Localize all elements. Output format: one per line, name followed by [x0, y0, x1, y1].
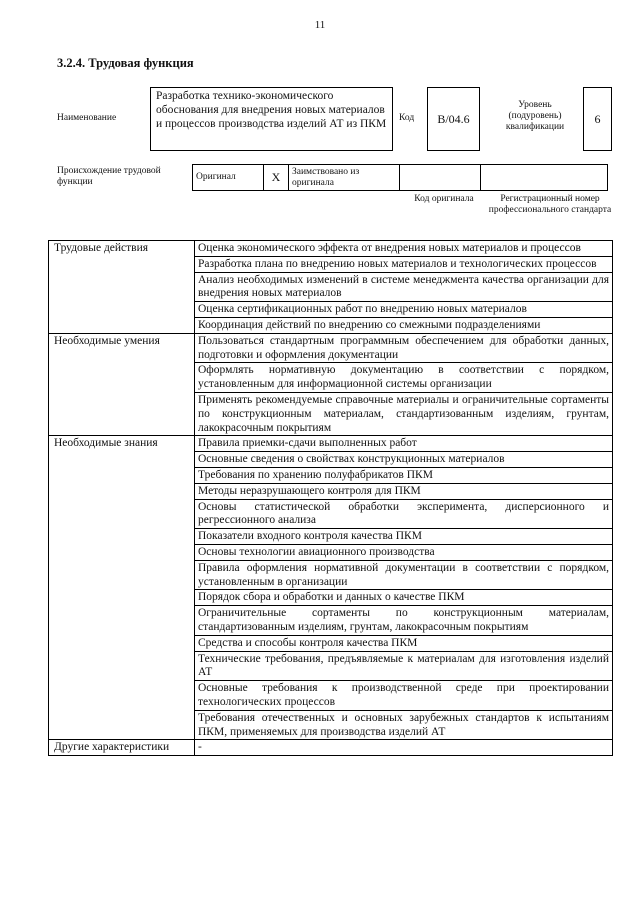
labor-function-table	[48, 240, 613, 756]
category-cell	[49, 436, 195, 740]
name-label: Наименование	[57, 113, 117, 123]
code-original-cell	[400, 165, 481, 191]
code-value: B/04.6	[437, 111, 470, 126]
table-row	[49, 241, 613, 257]
level-label: Уровень (подуровень) квалификации	[505, 100, 565, 132]
reg-number-cell	[481, 165, 608, 191]
level-value: 6	[594, 111, 601, 126]
item-cell: Основные сведения о свойствах конструкционных материалов	[195, 452, 613, 468]
item-cell: Показатели входного контроля качества ПКМ	[195, 529, 613, 545]
item-cell: -	[195, 740, 613, 756]
original-label: Оригинал	[196, 172, 236, 182]
category-label: Трудовые действия	[54, 242, 149, 254]
code-original-label: Код оригинала	[414, 194, 474, 204]
category-label: Необходимые знания	[54, 437, 158, 450]
item-cell: Пользоваться стандартным программным обеспечением для обработки данных, подготовки и оформления документации	[195, 333, 613, 363]
section-title: 3.2.4. Трудовая функция	[57, 56, 194, 70]
level-box	[583, 87, 612, 151]
original-mark-cell	[264, 165, 289, 191]
category-cell	[49, 740, 195, 756]
item-cell: Средства и способы контроля качества ПКМ	[195, 635, 613, 651]
table-row	[49, 333, 613, 363]
item-cell: Требования отечественных и основных зарубежных стандартов к испытаниям ПКМ, применяемых для производства изделий АТ	[195, 710, 613, 740]
category-label: Другие характеристики	[54, 741, 170, 754]
item-cell: Основы технологии авиационного производства	[195, 544, 613, 560]
item-cell: Оценка экономического эффекта от внедрения новых материалов и процессов	[195, 241, 613, 257]
code-box	[427, 87, 480, 151]
table-row	[49, 740, 613, 756]
item-cell: Координация действий по внедрению со смежными подразделениями	[195, 317, 613, 333]
item-cell: Технические требования, предъявляемые к материалам для изготовления изделий АТ	[195, 651, 613, 681]
borrowed-label: Заимствовано из оригинала	[292, 166, 360, 188]
category-cell	[49, 241, 195, 334]
category-cell	[49, 333, 195, 436]
origin-label: Происхождение трудовой функции	[57, 166, 161, 187]
item-cell: Требования по хранению полуфабрикатов ПКМ	[195, 467, 613, 483]
function-name-box	[150, 87, 393, 151]
category-label: Необходимые умения	[54, 334, 160, 347]
page-number: 11	[314, 19, 326, 31]
item-cell: Ограничительные сортаменты по конструкционным материалам, стандартизованным изделиям, грунтам, лакокрасочным покрытиям	[195, 606, 613, 636]
borrowed-cell	[289, 165, 400, 191]
reg-number-label: Регистрационный номер профессионального стандарта	[488, 194, 612, 215]
item-cell: Анализ необходимых изменений в системе менеджмента качества организации для внедрения новых материалов	[195, 272, 613, 302]
item-cell: Методы неразрушающего контроля для ПКМ	[195, 483, 613, 499]
item-cell: Оценка сертификационных работ по внедрению новых материалов	[195, 302, 613, 318]
item-cell: Основы статистической обработки эксперимента, дисперсионного и регрессионного анализа	[195, 499, 613, 529]
item-cell: Оформлять нормативную документацию в соответствии с порядком, установленным для информационной системы организации	[195, 363, 613, 393]
item-cell: Основные требования к производственной среде при проектировании технологических процессов	[195, 681, 613, 711]
origin-table	[192, 164, 608, 191]
item-cell: Правила оформления нормативной документации в соответствии с порядком, установленным в организации	[195, 560, 613, 590]
function-name: Разработка технико-экономического обоснования для внедрения новых материалов и процессов производства изделий АТ из ПКМ	[156, 90, 387, 130]
item-cell: Применять рекомендуемые справочные материалы и ограничительные сортаменты по конструкционным материалам, стандартизованным изделиям, грунтам, лакокрасочным покрытиям	[195, 392, 613, 435]
original-cell	[193, 165, 264, 191]
table-row	[49, 436, 613, 452]
code-label: Код	[399, 113, 415, 123]
item-cell: Разработка плана по внедрению новых материалов и технологических процессов	[195, 256, 613, 272]
item-cell: Правила приемки-сдачи выполненных работ	[195, 436, 613, 452]
item-cell: Порядок сбора и обработки и данных о качестве ПКМ	[195, 590, 613, 606]
original-mark: X	[271, 170, 281, 184]
